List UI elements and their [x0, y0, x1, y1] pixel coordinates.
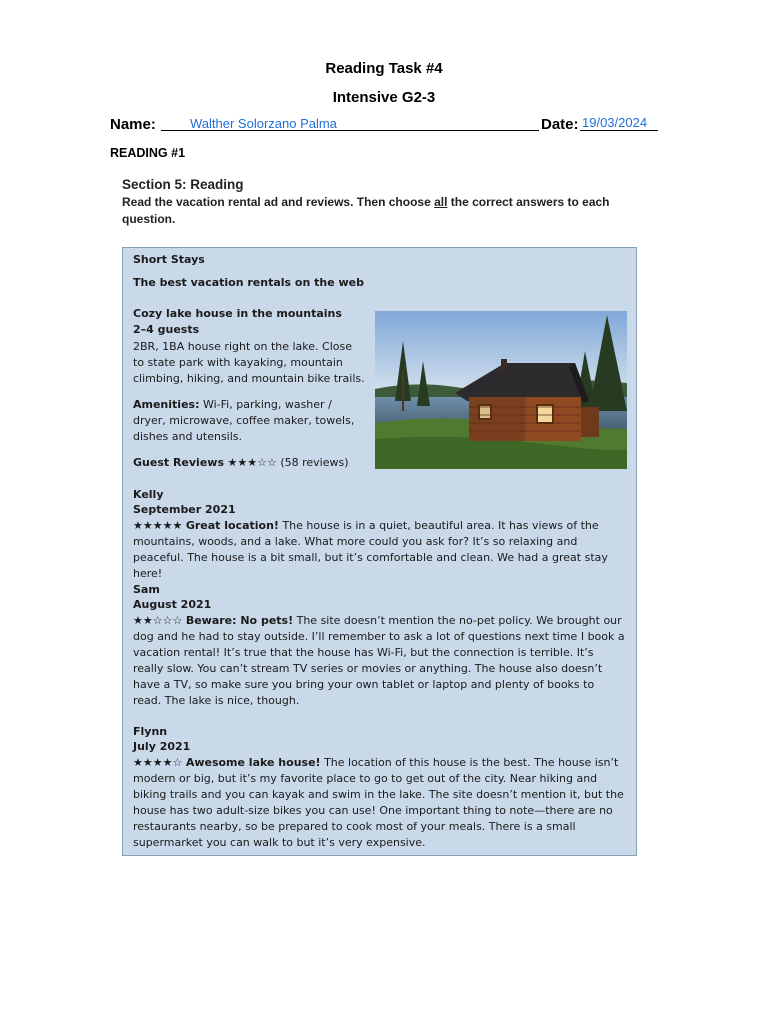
- rating-stars-icon: ★★★☆☆: [227, 456, 277, 469]
- listing-title: Cozy lake house in the mountains: [133, 307, 342, 320]
- date-field[interactable]: 19/03/2024: [582, 115, 648, 130]
- review-1-text: [133, 518, 625, 582]
- review-1-stars-icon: ★★★★★: [133, 519, 183, 532]
- review-3-date: July 2021: [133, 740, 191, 753]
- lake-cabin-photo: [375, 311, 627, 469]
- review-3-name: Flynn: [133, 725, 168, 738]
- instructions-underlined-word: all: [434, 195, 448, 209]
- listing-guests: 2–4 guests: [133, 323, 200, 336]
- instructions-text-before: Read the vacation rental ad and reviews. Then choose: [122, 195, 435, 209]
- guest-reviews-summary: [133, 456, 349, 469]
- instructions-text-after: the correct answers to each question.: [122, 195, 610, 226]
- review-2-text: [133, 613, 625, 709]
- amenities: [133, 397, 365, 445]
- review-3-text: [133, 755, 625, 851]
- date-label: Date:: [541, 116, 579, 133]
- date-underline: [580, 130, 658, 131]
- review-3-headline: Awesome lake house!: [185, 756, 321, 769]
- review-3-stars-icon: ★★★★☆: [133, 756, 183, 769]
- review-2-date: August 2021: [133, 598, 212, 611]
- reviews-count: (58 reviews): [280, 456, 349, 469]
- review-1-headline: Great location!: [185, 519, 279, 532]
- review-2-body: The site doesn’t mention the no-pet policy. We brought our dog and he had to stay outside. I’ll remember to ask a lot of questions next time I book a vacation rental! It’s true that the house has Wi-Fi, but the connection is terrible. It’s really slow. You can’t stream TV series or movies or anything. The house also doesn’t have a TV, so make sure you bring your own tablet or laptop and plenty of books to read. The lake is nice, though.: [133, 614, 625, 707]
- name-label: Name:: [110, 116, 156, 133]
- review-2-name: Sam: [133, 583, 160, 596]
- review-2-headline: Beware: No pets!: [185, 614, 294, 627]
- review-1-name: Kelly: [133, 488, 164, 501]
- site-tagline: The best vacation rentals on the web: [133, 276, 365, 289]
- review-1-body: The house is in a quiet, beautiful area. It has views of the mountains, woods, and a lake. What more could you ask for? It’s so relaxing and peaceful. The house is a bit small, but it’s comfortable and clean. We had a great stay here!: [133, 519, 608, 580]
- review-3-body: The location of this house is the best. The house isn’t modern or big, but it’s my favorite place to go to get out of the city. Near hiking and biking trails and you can kayak and swim in the lake. The site doesn’t mention it, but the house has two adult-size bikes you can use! One important thing to note—there are no restaurants nearby, so be prepared to cook most of your meals. There is a small supermarket you can walk to but it’s very expensive.: [133, 756, 624, 849]
- review-1-date: September 2021: [133, 503, 236, 516]
- reading-heading: READING #1: [110, 146, 186, 160]
- listing-description: 2BR, 1BA house right on the lake. Close to state park with kayaking, mountain climbing, hiking, and mountain bike trails.: [133, 340, 365, 385]
- site-name: Short Stays: [133, 253, 205, 266]
- amenities-label: Amenities:: [133, 398, 200, 411]
- amenities-list: Wi-Fi, parking, washer / dryer, microwave, coffee maker, towels, dishes and utensils.: [133, 398, 355, 443]
- section-title: Section 5: Reading: [122, 177, 244, 192]
- instructions: [122, 194, 632, 228]
- review-2-stars-icon: ★★☆☆☆: [133, 614, 183, 627]
- name-field[interactable]: Walther Solorzano Palma: [190, 116, 337, 131]
- page-subtitle: Intensive G2-3: [332, 89, 436, 106]
- page-title: Reading Task #4: [325, 60, 443, 77]
- guest-reviews-label: Guest Reviews: [133, 456, 224, 469]
